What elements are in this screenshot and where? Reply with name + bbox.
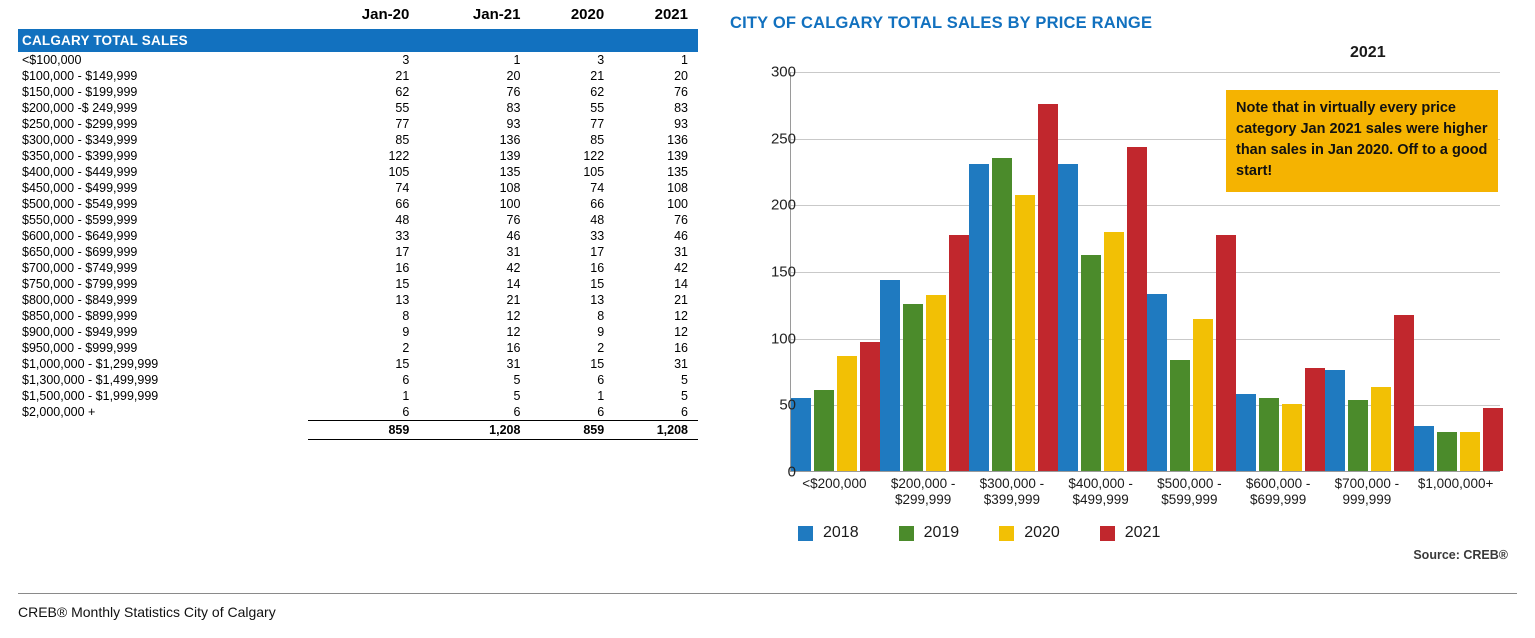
table-cell: 15 bbox=[395, 277, 410, 291]
table-cell: 76 bbox=[506, 213, 521, 227]
table-cell: 83 bbox=[506, 101, 521, 115]
table-row-label: $1,300,000 - $1,499,999 bbox=[22, 373, 159, 387]
table-cell: 2 bbox=[597, 341, 605, 355]
table-cell: 21 bbox=[674, 293, 688, 307]
table-cell: 85 bbox=[395, 133, 410, 147]
bar bbox=[1348, 400, 1368, 471]
table-cell: 6 bbox=[513, 405, 521, 419]
legend-swatch bbox=[899, 526, 914, 541]
table-row bbox=[18, 148, 698, 164]
table-cell: 42 bbox=[674, 261, 688, 275]
y-axis-tick-label: 250 bbox=[770, 130, 796, 148]
y-axis-tick-label: 300 bbox=[770, 63, 796, 81]
bar bbox=[992, 158, 1012, 471]
bar bbox=[1259, 398, 1279, 471]
table-row-label: $100,000 - $149,999 bbox=[22, 69, 138, 83]
x-axis-tick-label: $200,000 - $299,999 bbox=[890, 476, 956, 507]
table-cell: 48 bbox=[590, 213, 605, 227]
table-cell: 2 bbox=[402, 341, 410, 355]
table-cell: 5 bbox=[681, 373, 688, 387]
table-row-label: $300,000 - $349,999 bbox=[22, 133, 138, 147]
legend-item[interactable] bbox=[999, 524, 1060, 542]
table-cell: 93 bbox=[506, 117, 521, 131]
x-axis-tick-label: $400,000 - $499,999 bbox=[1068, 476, 1133, 507]
table-cell: 5 bbox=[513, 373, 521, 387]
table-cell: 1 bbox=[513, 53, 521, 67]
bar bbox=[1414, 426, 1434, 471]
bar bbox=[949, 235, 969, 471]
bar bbox=[1038, 104, 1058, 471]
bar-group bbox=[969, 72, 1058, 471]
table-cell: 74 bbox=[590, 181, 605, 195]
table-cell: 14 bbox=[674, 277, 688, 291]
x-axis-tick-label: $600,000 - $699,999 bbox=[1245, 476, 1311, 507]
table-cell: 55 bbox=[590, 101, 605, 115]
table-cell: 77 bbox=[590, 117, 605, 131]
table-row bbox=[18, 324, 698, 340]
table-cell: 100 bbox=[499, 197, 521, 211]
table-row bbox=[18, 212, 698, 228]
bar bbox=[1437, 432, 1457, 471]
table-col-1: Jan-20 bbox=[361, 6, 410, 23]
y-axis-tick-label: 50 bbox=[779, 396, 796, 414]
bar bbox=[1282, 404, 1302, 471]
table-section-header bbox=[18, 29, 698, 52]
table-cell: 42 bbox=[506, 261, 521, 275]
x-axis-tick-label: $700,000 - 999,999 bbox=[1334, 476, 1400, 507]
table-cell: 5 bbox=[513, 389, 521, 403]
bar bbox=[880, 280, 900, 471]
table-row bbox=[18, 164, 698, 180]
table-header-row bbox=[18, 6, 698, 29]
table-row bbox=[18, 404, 698, 421]
table-row bbox=[18, 260, 698, 276]
bar bbox=[903, 304, 923, 471]
y-axis-tick-label: 100 bbox=[770, 330, 796, 348]
table-cell: 21 bbox=[590, 69, 605, 83]
table-cell: 31 bbox=[674, 357, 688, 371]
table-cell: 3 bbox=[597, 53, 605, 67]
table-row bbox=[18, 276, 698, 292]
chart-panel bbox=[728, 6, 1518, 566]
table-row bbox=[18, 196, 698, 212]
bar bbox=[1216, 235, 1236, 471]
footer-divider bbox=[18, 593, 1517, 594]
table-cell: 135 bbox=[499, 165, 521, 179]
table-cell: 85 bbox=[590, 133, 605, 147]
chart-title: CITY OF CALGARY TOTAL SALES BY PRICE RANGE bbox=[730, 14, 1153, 32]
table-cell: 66 bbox=[395, 197, 410, 211]
table-row bbox=[18, 52, 698, 68]
table-cell: 15 bbox=[590, 277, 605, 291]
chart-year-label: 2021 bbox=[1350, 44, 1386, 61]
table-row bbox=[18, 372, 698, 388]
table-cell: 17 bbox=[590, 245, 605, 259]
table-cell: 20 bbox=[506, 69, 521, 83]
table-cell: 6 bbox=[597, 373, 605, 387]
table-cell: 12 bbox=[506, 325, 521, 339]
table-cell: 122 bbox=[388, 149, 410, 163]
table-cell: 31 bbox=[674, 245, 688, 259]
bar bbox=[1104, 232, 1124, 471]
table-cell: 46 bbox=[506, 229, 521, 243]
table-row bbox=[18, 132, 698, 148]
table-col-3: 2020 bbox=[570, 6, 605, 23]
table-row bbox=[18, 68, 698, 84]
x-axis-tick-label: <$200,000 bbox=[802, 476, 867, 491]
table-total-cell: 1,208 bbox=[419, 421, 530, 440]
table-cell: 46 bbox=[674, 229, 688, 243]
bar bbox=[1394, 315, 1414, 471]
chart-legend bbox=[798, 524, 1160, 542]
legend-label: 2020 bbox=[1024, 524, 1060, 541]
table-row bbox=[18, 84, 698, 100]
bar bbox=[1325, 370, 1345, 471]
table-cell: 33 bbox=[395, 229, 410, 243]
x-axis-labels bbox=[790, 476, 1500, 508]
table-cell: 3 bbox=[402, 53, 410, 67]
legend-swatch bbox=[798, 526, 813, 541]
table-row bbox=[18, 100, 698, 116]
calgary-total-sales-table bbox=[18, 6, 698, 440]
table-cell: 105 bbox=[583, 165, 605, 179]
table-cell: 21 bbox=[395, 69, 410, 83]
table-row bbox=[18, 388, 698, 404]
legend-swatch bbox=[999, 526, 1014, 541]
table-cell: 76 bbox=[506, 85, 521, 99]
legend-label: 2021 bbox=[1124, 524, 1161, 541]
table-cell: 62 bbox=[590, 85, 605, 99]
x-axis-tick-label: $1,000,000+ bbox=[1417, 476, 1494, 491]
table-col-4: 2021 bbox=[654, 6, 688, 23]
footer-text: CREB® Monthly Statistics City of Calgary bbox=[18, 604, 276, 620]
table-cell: 74 bbox=[395, 181, 410, 195]
table-row bbox=[18, 292, 698, 308]
table-row-label: $550,000 - $599,999 bbox=[22, 213, 138, 227]
bar-group bbox=[1147, 72, 1236, 471]
table-cell: 139 bbox=[667, 149, 688, 163]
table-cell: 93 bbox=[674, 117, 688, 131]
table-head bbox=[18, 6, 698, 29]
legend-item[interactable] bbox=[798, 524, 859, 542]
table-cell: 13 bbox=[395, 293, 410, 307]
y-axis-tick-label: 0 bbox=[787, 463, 796, 481]
table-row bbox=[18, 356, 698, 372]
table-cell: 33 bbox=[590, 229, 605, 243]
x-axis-tick-label: $300,000 - $399,999 bbox=[979, 476, 1045, 507]
table-cell: 83 bbox=[674, 101, 688, 115]
legend-item[interactable] bbox=[899, 524, 960, 542]
table-body bbox=[18, 29, 698, 440]
table-cell: 62 bbox=[395, 85, 410, 99]
table-total-cell: 1,208 bbox=[614, 421, 698, 440]
table-cell: 66 bbox=[590, 197, 605, 211]
table-row-label: $1,000,000 - $1,299,999 bbox=[22, 357, 159, 371]
table-row bbox=[18, 308, 698, 324]
table-cell: 15 bbox=[590, 357, 605, 371]
table-row-label: $150,000 - $199,999 bbox=[22, 85, 138, 99]
table-cell: 6 bbox=[681, 405, 688, 419]
bar bbox=[1015, 195, 1035, 471]
table-cell: 20 bbox=[674, 69, 688, 83]
table-cell: 16 bbox=[506, 341, 521, 355]
table-cell: 12 bbox=[674, 325, 688, 339]
table-cell: 12 bbox=[506, 309, 521, 323]
table-cell: 6 bbox=[402, 373, 410, 387]
table-cell: 108 bbox=[499, 181, 521, 195]
bar bbox=[1127, 147, 1147, 471]
table-row-label: $400,000 - $449,999 bbox=[22, 165, 138, 179]
table-cell: 8 bbox=[597, 309, 605, 323]
table-cell: 76 bbox=[674, 85, 688, 99]
table-row bbox=[18, 180, 698, 196]
table-row-label: $800,000 - $849,999 bbox=[22, 293, 138, 307]
legend-label: 2019 bbox=[923, 524, 960, 541]
legend-swatch bbox=[1100, 526, 1115, 541]
table-cell: 9 bbox=[597, 325, 605, 339]
table-cell: 6 bbox=[402, 405, 410, 419]
bar bbox=[1081, 255, 1101, 471]
table-row-label: $350,000 - $399,999 bbox=[22, 149, 138, 163]
table-row-label: $2,000,000 + bbox=[22, 405, 96, 420]
bar bbox=[1170, 360, 1190, 471]
table-cell: 105 bbox=[388, 165, 410, 179]
table-row-label: $200,000 -$ 249,999 bbox=[22, 101, 138, 115]
table-cell: 1 bbox=[597, 389, 605, 403]
legend-label: 2018 bbox=[823, 524, 859, 541]
bar-group bbox=[1058, 72, 1147, 471]
table-cell: 8 bbox=[402, 309, 410, 323]
bar bbox=[1058, 164, 1078, 471]
table-row-label: <$100,000 bbox=[22, 53, 82, 67]
table-cell: 136 bbox=[667, 133, 688, 147]
table-row-label: $500,000 - $549,999 bbox=[22, 197, 138, 211]
table-cell: 31 bbox=[506, 245, 521, 259]
table-section-title: CALGARY TOTAL SALES bbox=[18, 29, 698, 52]
bar-group bbox=[880, 72, 969, 471]
table-cell: 1 bbox=[402, 389, 410, 403]
table-row-label: $950,000 - $999,999 bbox=[22, 341, 138, 355]
table-row-label: $600,000 - $649,999 bbox=[22, 229, 138, 243]
bar bbox=[814, 390, 834, 471]
bar bbox=[1371, 387, 1391, 471]
table-row-label: $450,000 - $499,999 bbox=[22, 181, 138, 195]
table-row-label: $900,000 - $949,999 bbox=[22, 325, 138, 339]
table-row-label: $850,000 - $899,999 bbox=[22, 309, 138, 323]
table-cell: 55 bbox=[395, 101, 410, 115]
annotation-note: Note that in virtually every price category Jan 2021 sales were higher than sales in Jan 2020. Off to a good start! bbox=[1226, 90, 1498, 192]
table-cell: 14 bbox=[506, 277, 521, 291]
y-axis-tick-label: 200 bbox=[770, 196, 796, 214]
table-cell: 17 bbox=[395, 245, 410, 259]
table-cell: 135 bbox=[667, 165, 688, 179]
table-cell: 1 bbox=[681, 53, 688, 67]
table-row bbox=[18, 228, 698, 244]
bar bbox=[1460, 432, 1480, 471]
bar bbox=[1305, 368, 1325, 471]
table-row bbox=[18, 116, 698, 132]
table-total-row bbox=[18, 421, 698, 440]
bar bbox=[1147, 294, 1167, 471]
bar bbox=[926, 295, 946, 471]
bar bbox=[1236, 394, 1256, 471]
x-axis-tick-label: $500,000 - $599,999 bbox=[1157, 476, 1222, 507]
bar bbox=[1483, 408, 1503, 471]
table-total-cell: 859 bbox=[308, 421, 419, 440]
table-cell: 31 bbox=[506, 357, 521, 371]
table-cell: 76 bbox=[674, 213, 688, 227]
table-cell: 21 bbox=[506, 293, 521, 307]
y-axis-tick-label: 150 bbox=[770, 263, 796, 281]
table-cell: 139 bbox=[499, 149, 521, 163]
bar bbox=[969, 164, 989, 471]
table-cell: 12 bbox=[674, 309, 688, 323]
table-row-label: $700,000 - $749,999 bbox=[22, 261, 138, 275]
table-cell: 6 bbox=[597, 405, 605, 419]
table-row-label: $650,000 - $699,999 bbox=[22, 245, 138, 259]
table-cell: 13 bbox=[590, 293, 605, 307]
table-col-2: Jan-21 bbox=[472, 6, 521, 23]
table-row-label: $1,500,000 - $1,999,999 bbox=[22, 389, 159, 403]
table-cell: 108 bbox=[667, 181, 688, 195]
table-cell: 77 bbox=[395, 117, 410, 131]
table-cell: 15 bbox=[395, 357, 410, 371]
table-cell: 100 bbox=[667, 197, 688, 211]
table-cell: 16 bbox=[674, 341, 688, 355]
table-row-label: $250,000 - $299,999 bbox=[22, 117, 138, 131]
table-cell: 122 bbox=[583, 149, 605, 163]
bar-group bbox=[791, 72, 880, 471]
table-col-0 bbox=[18, 6, 308, 29]
bar bbox=[837, 356, 857, 471]
table-cell: 5 bbox=[681, 389, 688, 403]
table-total-label bbox=[18, 421, 308, 440]
table-row-label: $750,000 - $799,999 bbox=[22, 277, 138, 291]
legend-item[interactable] bbox=[1100, 524, 1161, 542]
table-total-cell: 859 bbox=[530, 421, 614, 440]
table-cell: 48 bbox=[395, 213, 410, 227]
sales-table-panel bbox=[18, 6, 698, 440]
table-row bbox=[18, 244, 698, 260]
table-row bbox=[18, 340, 698, 356]
table-cell: 136 bbox=[499, 133, 521, 147]
table-cell: 16 bbox=[395, 261, 410, 275]
table-cell: 9 bbox=[402, 325, 410, 339]
table-cell: 16 bbox=[590, 261, 605, 275]
bar bbox=[1193, 319, 1213, 471]
source-label: Source: CREB® bbox=[1413, 548, 1508, 562]
bar bbox=[860, 342, 880, 471]
